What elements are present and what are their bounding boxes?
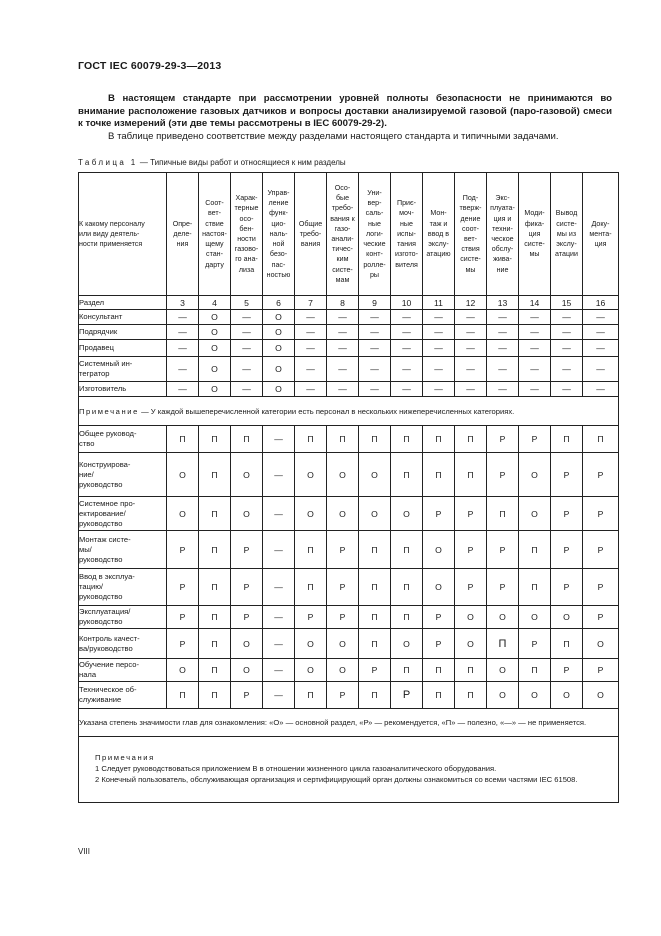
section-number: 13 xyxy=(487,296,519,310)
cell-value: — xyxy=(455,325,487,340)
cell-value: О xyxy=(327,629,359,659)
table-row xyxy=(79,531,619,569)
cell-value: П xyxy=(551,426,583,453)
cell-value: — xyxy=(327,357,359,382)
cell-value: — xyxy=(263,629,295,659)
cell-value: Р xyxy=(327,531,359,569)
cell-value: О xyxy=(423,531,455,569)
cell-value: — xyxy=(359,340,391,357)
section-number: 15 xyxy=(551,296,583,310)
note-item: 1 Следует руководствоваться приложением В в отношении жизненного цикла газоаналитического оборудования. xyxy=(95,764,497,774)
section-number: 5 xyxy=(231,296,263,310)
row-label: Конструирова- ние/ руководство xyxy=(79,453,167,497)
cell-value: П xyxy=(231,426,263,453)
cell-value: — xyxy=(519,357,551,382)
cell-value: О xyxy=(295,659,327,682)
intro-text xyxy=(78,93,612,143)
table-row xyxy=(79,569,619,606)
cell-value: О xyxy=(359,497,391,531)
cell-value: — xyxy=(327,325,359,340)
cell-value: О xyxy=(231,659,263,682)
cell-value: П xyxy=(295,569,327,606)
cell-value: О xyxy=(199,382,231,397)
cell-value: — xyxy=(327,340,359,357)
cell-value: О xyxy=(263,382,295,397)
cell-value: П xyxy=(391,426,423,453)
section-row-label: Раздел xyxy=(79,296,167,310)
row-label: Ввод в эксплуа- тацию/ руководство xyxy=(79,569,167,606)
cell-value: О xyxy=(167,659,199,682)
cell-value: О xyxy=(391,629,423,659)
cell-value: П xyxy=(359,569,391,606)
cell-value: О xyxy=(423,569,455,606)
cell-value: — xyxy=(455,357,487,382)
cell-value: П xyxy=(167,682,199,709)
cell-value: — xyxy=(263,606,295,629)
cell-value: П xyxy=(199,426,231,453)
cell-value: Р xyxy=(583,497,619,531)
cell-value: О xyxy=(263,310,295,325)
cell-value: Р xyxy=(231,531,263,569)
cell-value: Р xyxy=(423,606,455,629)
cell-value: Р xyxy=(487,569,519,606)
row-label: Системное про- ектирование/ руководство xyxy=(79,497,167,531)
cell-value: П xyxy=(295,682,327,709)
cell-value: П xyxy=(583,426,619,453)
cell-value: — xyxy=(231,325,263,340)
cell-value: Р xyxy=(519,629,551,659)
cell-value: О xyxy=(295,629,327,659)
page-number: VIII xyxy=(78,847,91,856)
cell-value: — xyxy=(583,357,619,382)
table-row xyxy=(79,497,619,531)
cell-value: — xyxy=(391,310,423,325)
table-row xyxy=(79,682,619,709)
cell-value: О xyxy=(199,357,231,382)
cell-value: П xyxy=(391,569,423,606)
cell-value: Р xyxy=(231,682,263,709)
cell-value: Р xyxy=(551,569,583,606)
cell-value: — xyxy=(263,497,295,531)
cell-value: О xyxy=(199,340,231,357)
cell-value: — xyxy=(231,310,263,325)
cell-value: — xyxy=(295,310,327,325)
cell-value: О xyxy=(583,682,619,709)
row-label: Обучение персо- нала xyxy=(79,659,167,682)
cell-value: Р xyxy=(551,453,583,497)
cell-value: Р xyxy=(455,569,487,606)
cell-value: — xyxy=(487,325,519,340)
column-header: Приє- моч- ные испы- тания изгото- вителя xyxy=(391,173,423,296)
notes-title: Примечания xyxy=(95,753,155,763)
cell-value: О xyxy=(519,453,551,497)
table-caption xyxy=(78,158,346,167)
cell-value: — xyxy=(359,310,391,325)
cell-value: П xyxy=(199,569,231,606)
cell-value: Р xyxy=(455,497,487,531)
column-header: Уни- вер- саль- ные логи- ческие конт- ролле- ры xyxy=(359,173,391,296)
cell-value: П xyxy=(391,453,423,497)
cell-value: — xyxy=(487,310,519,325)
cell-value: Р xyxy=(167,606,199,629)
row-label: Системный ин- тегратор xyxy=(79,357,167,382)
cell-value: П xyxy=(327,426,359,453)
cell-value: — xyxy=(487,357,519,382)
cell-value: — xyxy=(455,382,487,397)
cell-value: — xyxy=(263,569,295,606)
cell-value: П xyxy=(455,453,487,497)
cell-value: — xyxy=(551,382,583,397)
cell-value: О xyxy=(455,629,487,659)
section-number: 4 xyxy=(199,296,231,310)
section-number: 14 xyxy=(519,296,551,310)
intro-plain-paragraph: В таблице приведено соответствие между разделами настоящего стандарта и типичными задачами. xyxy=(108,130,559,142)
cell-value: О xyxy=(583,629,619,659)
cell-value: — xyxy=(167,310,199,325)
cell-value: — xyxy=(455,340,487,357)
cell-value: Р xyxy=(487,453,519,497)
cell-value: П xyxy=(199,606,231,629)
cell-value: П xyxy=(199,659,231,682)
table-row xyxy=(79,310,619,325)
cell-value: П xyxy=(295,531,327,569)
table-row xyxy=(79,382,619,397)
cell-value: О xyxy=(487,606,519,629)
cell-value: — xyxy=(519,310,551,325)
cell-value: — xyxy=(423,357,455,382)
table-caption-text: — Типичные виды работ и относящиеся к ним разделы xyxy=(137,158,346,167)
document-header: ГОСТ IEC 60079-29-3—2013 xyxy=(78,60,222,72)
cell-value: П xyxy=(391,606,423,629)
cell-value: О xyxy=(359,453,391,497)
cell-value: П xyxy=(359,426,391,453)
column-header: Доку- мента- ция xyxy=(583,173,619,296)
cell-value: О xyxy=(263,357,295,382)
row-label: Техническое об- служивание xyxy=(79,682,167,709)
cell-value: — xyxy=(583,382,619,397)
cell-value: Р xyxy=(391,682,423,709)
cell-value: — xyxy=(327,310,359,325)
cell-value: П xyxy=(487,629,519,659)
cell-value: П xyxy=(455,426,487,453)
cell-value: О xyxy=(231,497,263,531)
intro-bold-paragraph: В настоящем стандарте при рассмотрении уровней полноты безопасности не принимаются во внимание расположение газовых датчиков и вопросы доставки анализируемой газовой (паро-газовой) смеси к точке измерений (эти две темы рассмотрены в IEC 60079-29-2). xyxy=(78,93,612,130)
table-corner-header: К какому персоналу или виду деятель- ности применяется xyxy=(79,173,167,296)
cell-value: О xyxy=(519,682,551,709)
cell-value: — xyxy=(487,340,519,357)
cell-value: — xyxy=(487,382,519,397)
cell-value: Р xyxy=(423,497,455,531)
cell-value: — xyxy=(423,325,455,340)
section-number: 12 xyxy=(455,296,487,310)
cell-value: Р xyxy=(551,531,583,569)
cell-value: О xyxy=(487,682,519,709)
column-header: Опре- деле- ния xyxy=(167,173,199,296)
cell-value: Р xyxy=(519,426,551,453)
mid-table-note xyxy=(79,397,619,426)
column-header: Общие требо- вания xyxy=(295,173,327,296)
cell-value: П xyxy=(167,426,199,453)
cell-value: — xyxy=(359,357,391,382)
section-number: 16 xyxy=(583,296,619,310)
cell-value: П xyxy=(359,682,391,709)
cell-value: — xyxy=(295,325,327,340)
cell-value: П xyxy=(391,659,423,682)
cell-value: П xyxy=(519,659,551,682)
cell-value: П xyxy=(359,606,391,629)
cell-value: О xyxy=(327,453,359,497)
cell-value: П xyxy=(199,531,231,569)
cell-value: О xyxy=(327,497,359,531)
cell-value: — xyxy=(231,382,263,397)
cell-value: О xyxy=(263,325,295,340)
table-row xyxy=(79,325,619,340)
cell-value: — xyxy=(167,325,199,340)
cell-value: — xyxy=(583,325,619,340)
cell-value: — xyxy=(551,325,583,340)
column-header: Соот- вет- ствие настоя- щему стан- дарту xyxy=(199,173,231,296)
table-row xyxy=(79,426,619,453)
cell-value: П xyxy=(455,659,487,682)
cell-value: П xyxy=(199,629,231,659)
significance-legend: Указана степень значимости глав для ознакомления: «О» — основной раздел, «Р» — рекомендуется, «П» — полезно, «—» — не применяется. xyxy=(79,709,619,737)
cell-value: О xyxy=(263,340,295,357)
cell-value: — xyxy=(423,340,455,357)
cell-value: Р xyxy=(327,606,359,629)
cell-value: О xyxy=(551,682,583,709)
cell-value: П xyxy=(423,426,455,453)
section-number: 3 xyxy=(167,296,199,310)
cell-value: — xyxy=(391,357,423,382)
cell-value: П xyxy=(199,682,231,709)
cell-value: — xyxy=(455,310,487,325)
cell-value: П xyxy=(391,531,423,569)
cell-value: О xyxy=(199,325,231,340)
cell-value: П xyxy=(423,682,455,709)
cell-value: — xyxy=(391,382,423,397)
table-row xyxy=(79,659,619,682)
cell-value: — xyxy=(263,531,295,569)
table-row xyxy=(79,357,619,382)
section-number: 9 xyxy=(359,296,391,310)
column-header: Харак- терные осо- бен- ности газово- го ана- лиза xyxy=(231,173,263,296)
note-label: Примечание xyxy=(79,406,139,416)
section-number: 10 xyxy=(391,296,423,310)
cell-value: Р xyxy=(295,606,327,629)
cell-value: О xyxy=(295,453,327,497)
column-header: Под- тверж- дение соот- вет- ствия систе- мы xyxy=(455,173,487,296)
table-row xyxy=(79,606,619,629)
cell-value: Р xyxy=(327,569,359,606)
cell-value: П xyxy=(199,497,231,531)
cell-value: О xyxy=(231,629,263,659)
row-label: Подрядчик xyxy=(79,325,167,340)
cell-value: — xyxy=(295,357,327,382)
cell-value: П xyxy=(423,659,455,682)
cell-value: П xyxy=(487,497,519,531)
cell-value: — xyxy=(423,382,455,397)
cell-value: — xyxy=(519,325,551,340)
cell-value: Р xyxy=(455,531,487,569)
cell-value: — xyxy=(551,310,583,325)
cell-value: — xyxy=(167,340,199,357)
cell-value: — xyxy=(391,340,423,357)
cell-value: — xyxy=(583,310,619,325)
cell-value: — xyxy=(231,340,263,357)
row-label: Общее руковод- ство xyxy=(79,426,167,453)
table-row xyxy=(79,629,619,659)
cell-value: Р xyxy=(583,531,619,569)
cell-value: — xyxy=(295,382,327,397)
row-label: Монтаж систе- мы/ руководство xyxy=(79,531,167,569)
cell-value: Р xyxy=(167,629,199,659)
cell-value: П xyxy=(423,453,455,497)
cell-value: Р xyxy=(231,569,263,606)
row-label: Изготовитель xyxy=(79,382,167,397)
column-header: Мон- таж и ввод в экслу- атацию xyxy=(423,173,455,296)
row-label: Контроль качест- ва/руководство xyxy=(79,629,167,659)
cell-value: П xyxy=(551,629,583,659)
cell-value: П xyxy=(295,426,327,453)
cell-value: — xyxy=(263,453,295,497)
table-row xyxy=(79,340,619,357)
cell-value: О xyxy=(167,497,199,531)
cell-value: — xyxy=(551,357,583,382)
row-label: Продавец xyxy=(79,340,167,357)
cell-value: — xyxy=(359,325,391,340)
cell-value: П xyxy=(359,629,391,659)
cell-value: — xyxy=(423,310,455,325)
cell-value: Р xyxy=(327,682,359,709)
cell-value: Р xyxy=(423,629,455,659)
column-header: Экс- плуата- ция и техни- ческое обслу- жива- ние xyxy=(487,173,519,296)
column-header: Осо- бые требо- вания к газо- анали- тичес- ким систе- мам xyxy=(327,173,359,296)
cell-value: Р xyxy=(167,531,199,569)
cell-value: О xyxy=(551,606,583,629)
cell-value: — xyxy=(295,340,327,357)
cell-value: — xyxy=(583,340,619,357)
cell-value: — xyxy=(263,682,295,709)
cell-value: О xyxy=(519,606,551,629)
section-number: 8 xyxy=(327,296,359,310)
cell-value: — xyxy=(391,325,423,340)
cell-value: О xyxy=(167,453,199,497)
cell-value: — xyxy=(519,382,551,397)
cell-value: О xyxy=(487,659,519,682)
cell-value: Р xyxy=(583,453,619,497)
table-row xyxy=(79,453,619,497)
cell-value: П xyxy=(519,531,551,569)
table-caption-label: Таблица 1 xyxy=(78,158,138,167)
cell-value: Р xyxy=(487,531,519,569)
row-label: Эксплуатация/ руководство xyxy=(79,606,167,629)
cell-value: Р xyxy=(231,606,263,629)
cell-value: П xyxy=(519,569,551,606)
cell-value: О xyxy=(199,310,231,325)
table-notes xyxy=(79,737,619,803)
note-text: — У каждой вышеперечисленной категории есть персонал в нескольких нижеперечисленных категориях. xyxy=(138,406,515,416)
cell-value: О xyxy=(295,497,327,531)
column-header: Вывод систе- мы из экслу- атации xyxy=(551,173,583,296)
cell-value: Р xyxy=(583,659,619,682)
section-number: 7 xyxy=(295,296,327,310)
cell-value: Р xyxy=(583,569,619,606)
cell-value: — xyxy=(263,426,295,453)
work-types-table xyxy=(78,172,619,803)
column-header: Моди- фика- ция систе- мы xyxy=(519,173,551,296)
cell-value: — xyxy=(327,382,359,397)
cell-value: Р xyxy=(359,659,391,682)
cell-value: — xyxy=(167,357,199,382)
cell-value: — xyxy=(359,382,391,397)
note-item: 2 Конечный пользователь, обслуживающая организация и сертифицирующий орган должны ознакомиться со всеми частями IEC 61508. xyxy=(95,774,578,784)
cell-value: П xyxy=(359,531,391,569)
cell-value: Р xyxy=(583,606,619,629)
cell-value: — xyxy=(263,659,295,682)
cell-value: О xyxy=(327,659,359,682)
cell-value: О xyxy=(391,497,423,531)
cell-value: О xyxy=(455,606,487,629)
cell-value: П xyxy=(455,682,487,709)
section-number: 11 xyxy=(423,296,455,310)
cell-value: — xyxy=(231,357,263,382)
cell-value: Р xyxy=(487,426,519,453)
cell-value: П xyxy=(199,453,231,497)
cell-value: — xyxy=(551,340,583,357)
cell-value: — xyxy=(519,340,551,357)
section-number: 6 xyxy=(263,296,295,310)
cell-value: О xyxy=(519,497,551,531)
cell-value: Р xyxy=(167,569,199,606)
cell-value: — xyxy=(167,382,199,397)
cell-value: Р xyxy=(551,659,583,682)
column-header: Управ- ление функ- цио- наль- ной безо- пас- ностью xyxy=(263,173,295,296)
row-label: Консультант xyxy=(79,310,167,325)
cell-value: О xyxy=(231,453,263,497)
cell-value: Р xyxy=(551,497,583,531)
